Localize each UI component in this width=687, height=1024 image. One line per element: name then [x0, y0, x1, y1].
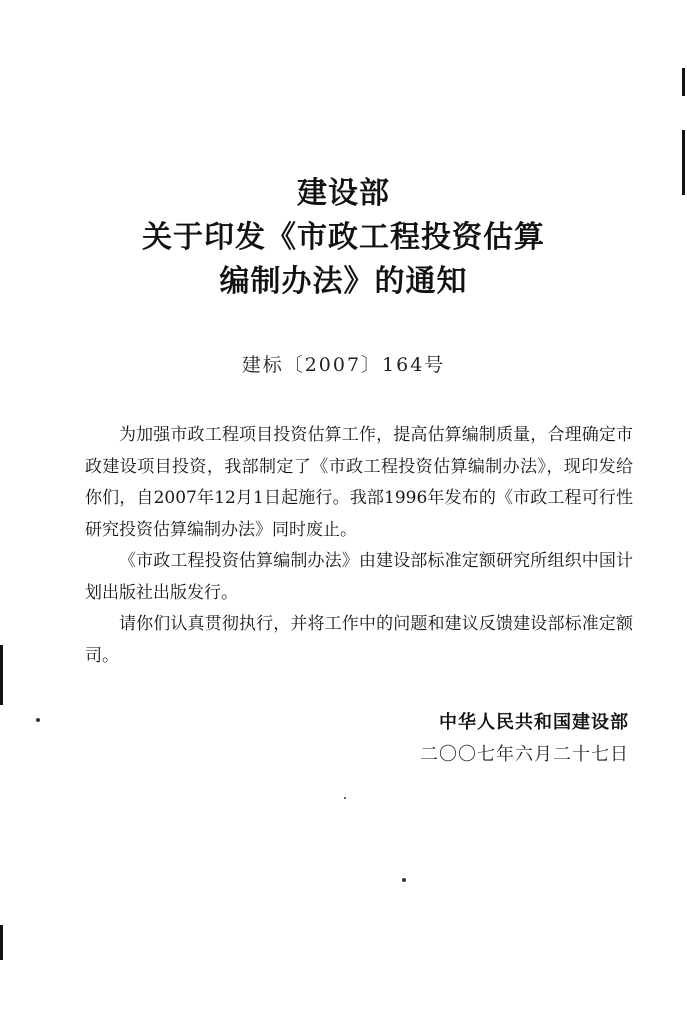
document-body: [85, 420, 633, 672]
body-paragraph: 《市政工程投资估算编制办法》由建设部标准定额研究所组织中国计划出版社出版发行。: [85, 551, 633, 603]
signature-date: 二〇〇七年六月二十七日: [420, 744, 629, 765]
scan-edge-mark-bottom-left: [0, 925, 3, 960]
body-paragraph: 为加强市政工程项目投资估算工作，提高估算编制质量，合理确定市政建设项目投资，我部制定了《市政工程投资估算编制办法》，现印发给你们，自2007年12月1日起施行。我部1996年发布的《市政工程可行性研究投资估算编制办法》同时废止。: [85, 425, 633, 540]
scan-edge-mark-left: [0, 645, 3, 705]
body-paragraph: 请你们认真贯彻执行，并将工作中的问题和建议反馈建设部标准定额司。: [85, 614, 633, 666]
document-title: [0, 172, 687, 304]
title-line-main: 关于印发《市政工程投资估算: [142, 220, 545, 255]
document-number: 建标〔2007〕164号: [241, 354, 446, 376]
signature-organization: 中华人民共和国建设部: [439, 712, 629, 733]
signature-block: [420, 707, 629, 771]
scan-speck: [344, 797, 346, 799]
title-line-sub: 编制办法》的通知: [219, 264, 468, 299]
scan-edge-mark-top-right: [682, 68, 685, 96]
scan-speck: [402, 878, 406, 882]
scan-speck: [36, 718, 40, 722]
title-line-issuer: 建设部: [297, 176, 390, 211]
